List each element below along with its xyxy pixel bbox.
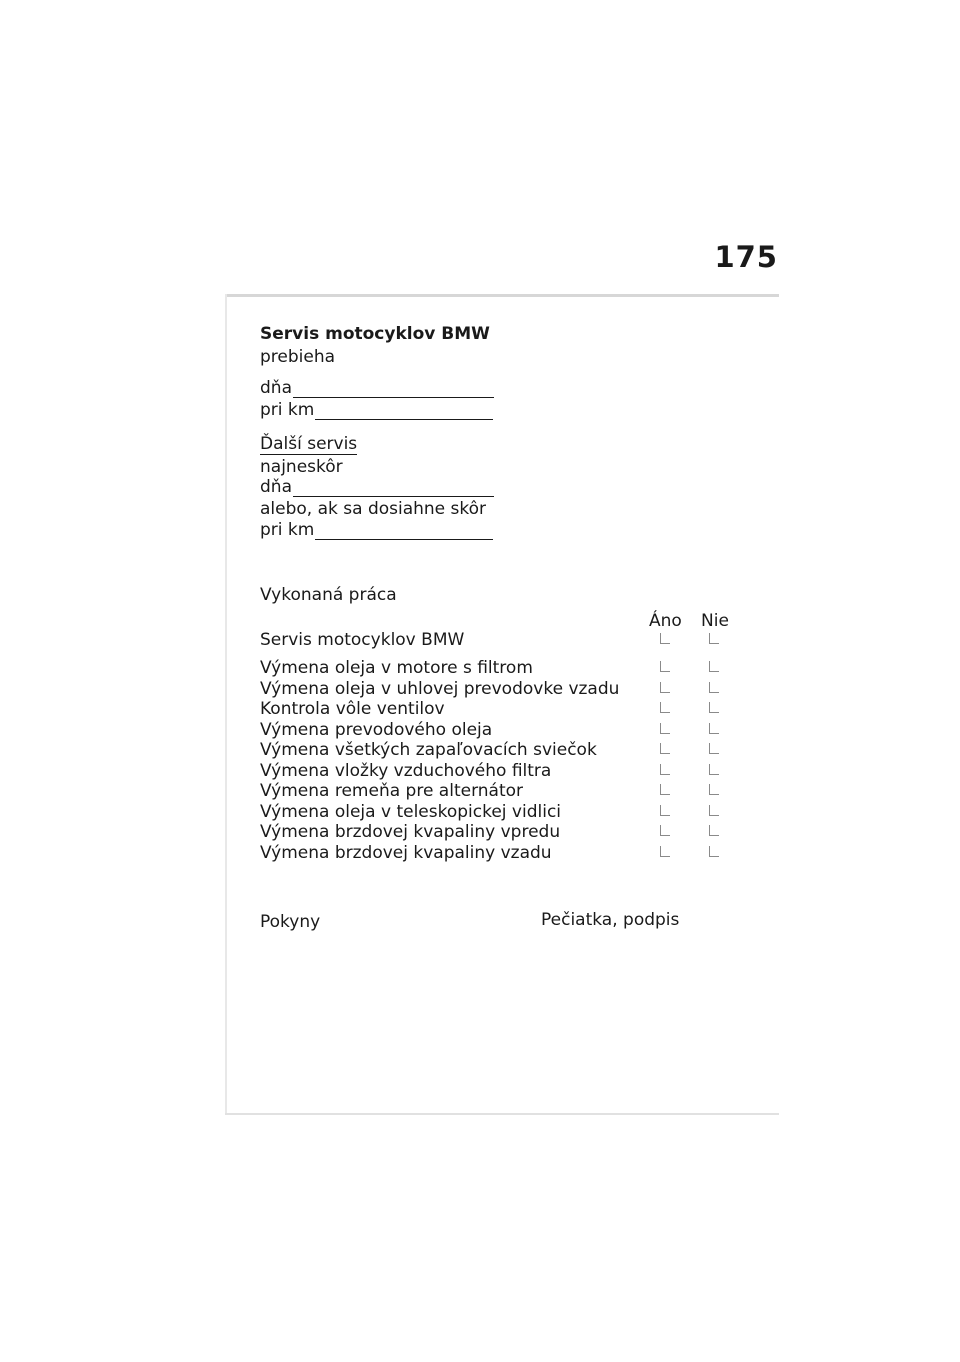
current-km-field[interactable]	[260, 400, 493, 420]
top-divider	[225, 294, 779, 297]
task-label: Výmena prevodového oleja	[260, 719, 493, 740]
task-row-service	[260, 630, 740, 651]
next-km-field[interactable]	[260, 520, 493, 540]
bottom-divider	[225, 1113, 779, 1115]
checkbox-no[interactable]	[709, 661, 719, 672]
page-number: 175	[714, 240, 778, 274]
task-label: Výmena vložky vzduchového filtra	[260, 760, 552, 781]
col-no-label: Nie	[701, 611, 729, 631]
checkbox-yes[interactable]	[660, 764, 670, 775]
checkbox-no[interactable]	[709, 764, 719, 775]
checkbox-yes[interactable]	[660, 846, 670, 857]
work-heading: Vykonaná práca	[260, 585, 397, 605]
notes-label: Pokyny	[260, 912, 321, 932]
current-date-field[interactable]	[260, 378, 494, 398]
task-row	[260, 781, 740, 802]
checkbox-yes[interactable]	[660, 661, 670, 672]
checkbox-yes[interactable]	[660, 723, 670, 734]
checkbox-yes[interactable]	[660, 805, 670, 816]
task-label: Výmena brzdovej kvapaliny vzadu	[260, 842, 552, 863]
service-subtitle: prebieha	[260, 347, 336, 367]
checkbox-no[interactable]	[709, 723, 719, 734]
checkbox-no[interactable]	[709, 702, 719, 713]
task-list	[260, 658, 740, 863]
checkbox-no[interactable]	[709, 682, 719, 693]
checkbox-yes[interactable]	[660, 784, 670, 795]
task-row	[260, 658, 740, 679]
left-divider	[225, 294, 227, 1115]
checkbox-yes[interactable]	[660, 633, 670, 644]
current-km-label: pri km	[260, 400, 315, 420]
current-date-label: dňa	[260, 378, 292, 398]
task-row	[260, 822, 740, 843]
task-row	[260, 843, 740, 864]
checkbox-yes[interactable]	[660, 743, 670, 754]
task-row	[260, 720, 740, 741]
checkbox-no[interactable]	[709, 846, 719, 857]
task-row	[260, 679, 740, 700]
next-date-label: dňa	[260, 477, 292, 497]
task-row	[260, 699, 740, 720]
task-label: Servis motocyklov BMW	[260, 630, 465, 650]
task-label: Výmena brzdovej kvapaliny vpredu	[260, 822, 561, 842]
current-date-line[interactable]	[293, 381, 494, 398]
service-title: Servis motocyklov BMW	[260, 324, 490, 344]
checkbox-yes[interactable]	[660, 682, 670, 693]
task-label: Výmena remeňa pre alternátor	[260, 781, 524, 801]
next-service-heading-text: Ďalší servis	[260, 434, 358, 454]
task-row	[260, 761, 740, 782]
next-service-heading	[260, 434, 357, 454]
task-label: Výmena všetkých zapaľovacích sviečok	[260, 740, 597, 760]
task-label: Výmena oleja v motore s filtrom	[260, 658, 533, 678]
task-label: Výmena oleja v uhlovej prevodovke vzadu	[260, 678, 620, 699]
stamp-signature-label: Pečiatka, podpis	[541, 910, 680, 930]
checkbox-no[interactable]	[709, 825, 719, 836]
checkbox-no[interactable]	[709, 633, 719, 644]
checkbox-yes[interactable]	[660, 825, 670, 836]
next-date-line[interactable]	[293, 480, 494, 497]
checkbox-no[interactable]	[709, 805, 719, 816]
next-latest-label: najneskôr	[260, 457, 343, 477]
checkbox-no[interactable]	[709, 743, 719, 754]
next-or-label: alebo, ak sa dosiahne skôr	[260, 499, 487, 519]
next-date-field[interactable]	[260, 477, 494, 497]
checkbox-no[interactable]	[709, 784, 719, 795]
task-row	[260, 740, 740, 761]
task-row	[260, 802, 740, 823]
col-yes-label: Áno	[649, 611, 682, 631]
task-label: Výmena oleja v teleskopickej vidlici	[260, 801, 562, 822]
next-km-line[interactable]	[315, 523, 493, 540]
next-km-label: pri km	[260, 520, 315, 540]
checkbox-yes[interactable]	[660, 702, 670, 713]
task-label: Kontrola vôle ventilov	[260, 699, 445, 719]
current-km-line[interactable]	[315, 403, 493, 420]
